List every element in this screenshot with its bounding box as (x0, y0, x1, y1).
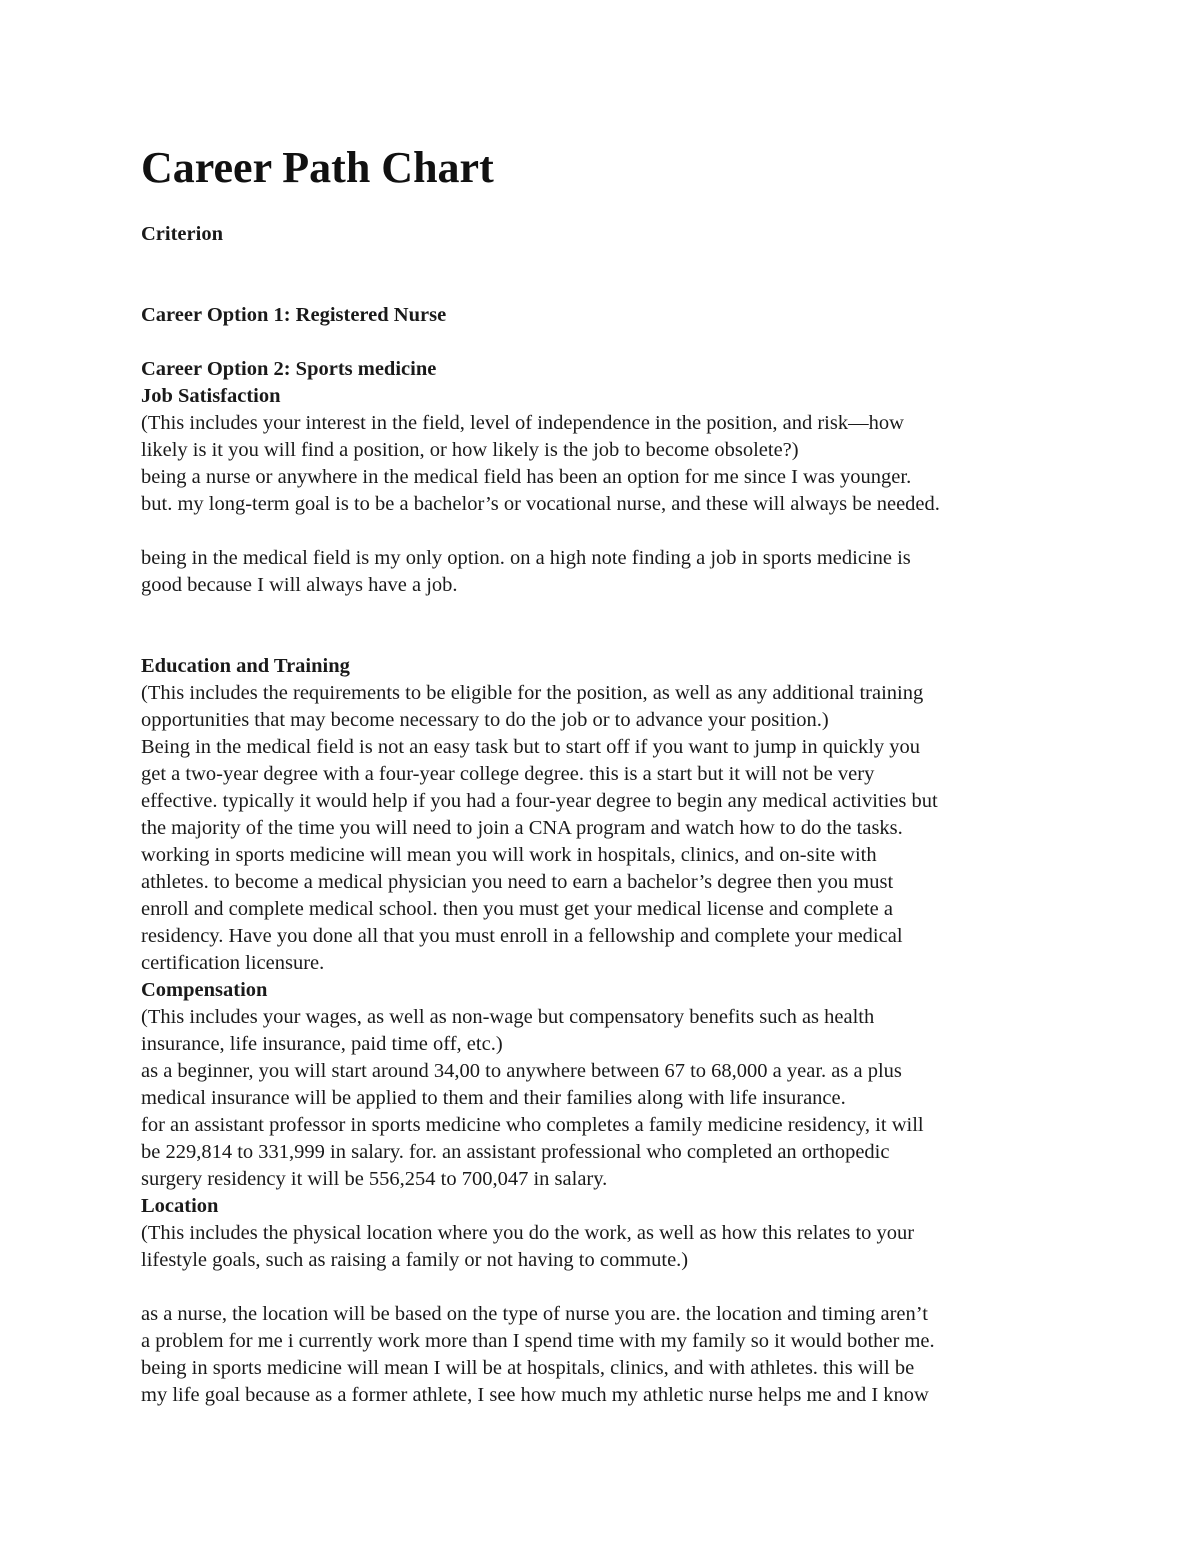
paragraph-line: as a beginner, you will start around 34,00 to anywhere between 67 to 68,000 a year. as a plus (141, 1060, 902, 1082)
paragraph-line: being in sports medicine will mean I will be at hospitals, clinics, and with athletes. this will be (141, 1357, 915, 1379)
criterion-label: Criterion (141, 223, 223, 245)
paragraph-line: working in sports medicine will mean you will work in hospitals, clinics, and on-site with (141, 844, 877, 866)
paragraph-line: effective. typically it would help if you had a four-year degree to begin any medical activities but (141, 790, 938, 812)
paragraph-line: medical insurance will be applied to them and their families along with life insurance. (141, 1087, 846, 1109)
paragraph-line: good because I will always have a job. (141, 574, 458, 596)
paragraph-line: be 229,814 to 331,999 in salary. for. an assistant professional who completed an orthopedic (141, 1141, 890, 1163)
blank-line (141, 1274, 1061, 1301)
career-option-1: Career Option 1: Registered Nurse (141, 304, 447, 326)
section-heading: Job Satisfaction (141, 385, 281, 407)
paragraph-line: Being in the medical field is not an easy task but to start off if you want to jump in quickly you (141, 736, 921, 758)
career-option-2: Career Option 2: Sports medicine (141, 358, 437, 380)
paragraph-line: residency. Have you done all that you must enroll in a fellowship and complete your medical (141, 925, 903, 947)
paragraph-line: lifestyle goals, such as raising a family or not having to commute.) (141, 1249, 689, 1271)
section-compensation (141, 977, 1061, 1193)
paragraph-line: certification licensure. (141, 952, 325, 974)
paragraph-line: my life goal because as a former athlete, I see how much my athletic nurse helps me and I know (141, 1384, 929, 1406)
section-education-training (141, 653, 1061, 977)
paragraph-line: (This includes your wages, as well as non-wage but compensatory benefits such as health (141, 1006, 875, 1028)
section-heading: Education and Training (141, 655, 350, 677)
paragraph-line: being in the medical field is my only option. on a high note finding a job in sports medicine is (141, 547, 911, 569)
paragraph-line: as a nurse, the location will be based on the type of nurse you are. the location and timing aren’t (141, 1303, 928, 1325)
paragraph-line: likely is it you will find a position, or how likely is the job to become obsolete?) (141, 439, 799, 461)
paragraph-line: get a two-year degree with a four-year college degree. this is a start but it will not be very (141, 763, 875, 785)
paragraph-line: for an assistant professor in sports medicine who completes a family medicine residency, it will (141, 1114, 924, 1136)
paragraph-line: (This includes the requirements to be eligible for the position, as well as any additional training (141, 682, 924, 704)
blank-lines (141, 599, 1061, 653)
paragraph-line: (This includes your interest in the field, level of independence in the position, and risk—how (141, 412, 904, 434)
paragraph-line: opportunities that may become necessary to do the job or to advance your position.) (141, 709, 829, 731)
paragraph-line: being a nurse or anywhere in the medical field has been an option for me since I was younger. (141, 466, 912, 488)
paragraph-line: but. my long-term goal is to be a bachelor’s or vocational nurse, and these will always be needed. (141, 493, 940, 515)
paragraph-line: surgery residency it will be 556,254 to 700,047 in salary. (141, 1168, 608, 1190)
section-heading: Location (141, 1195, 219, 1217)
paragraph-line: a problem for me i currently work more than I spend time with my family so it would bother me. (141, 1330, 935, 1352)
page-title: Career Path Chart (141, 143, 494, 192)
paragraph-line: insurance, life insurance, paid time off, etc.) (141, 1033, 503, 1055)
section-heading: Compensation (141, 979, 268, 1001)
section-job-satisfaction (141, 383, 1061, 599)
paragraph-line: the majority of the time you will need to join a CNA program and watch how to do the tasks. (141, 817, 903, 839)
paragraph-line: enroll and complete medical school. then you must get your medical license and complete a (141, 898, 893, 920)
paragraph-line: athletes. to become a medical physician you need to earn a bachelor’s degree then you must (141, 871, 894, 893)
blank-line (141, 518, 1061, 545)
paragraph-line: (This includes the physical location where you do the work, as well as how this relates to your (141, 1222, 915, 1244)
section-location (141, 1193, 1061, 1409)
document-page (141, 140, 1061, 1409)
